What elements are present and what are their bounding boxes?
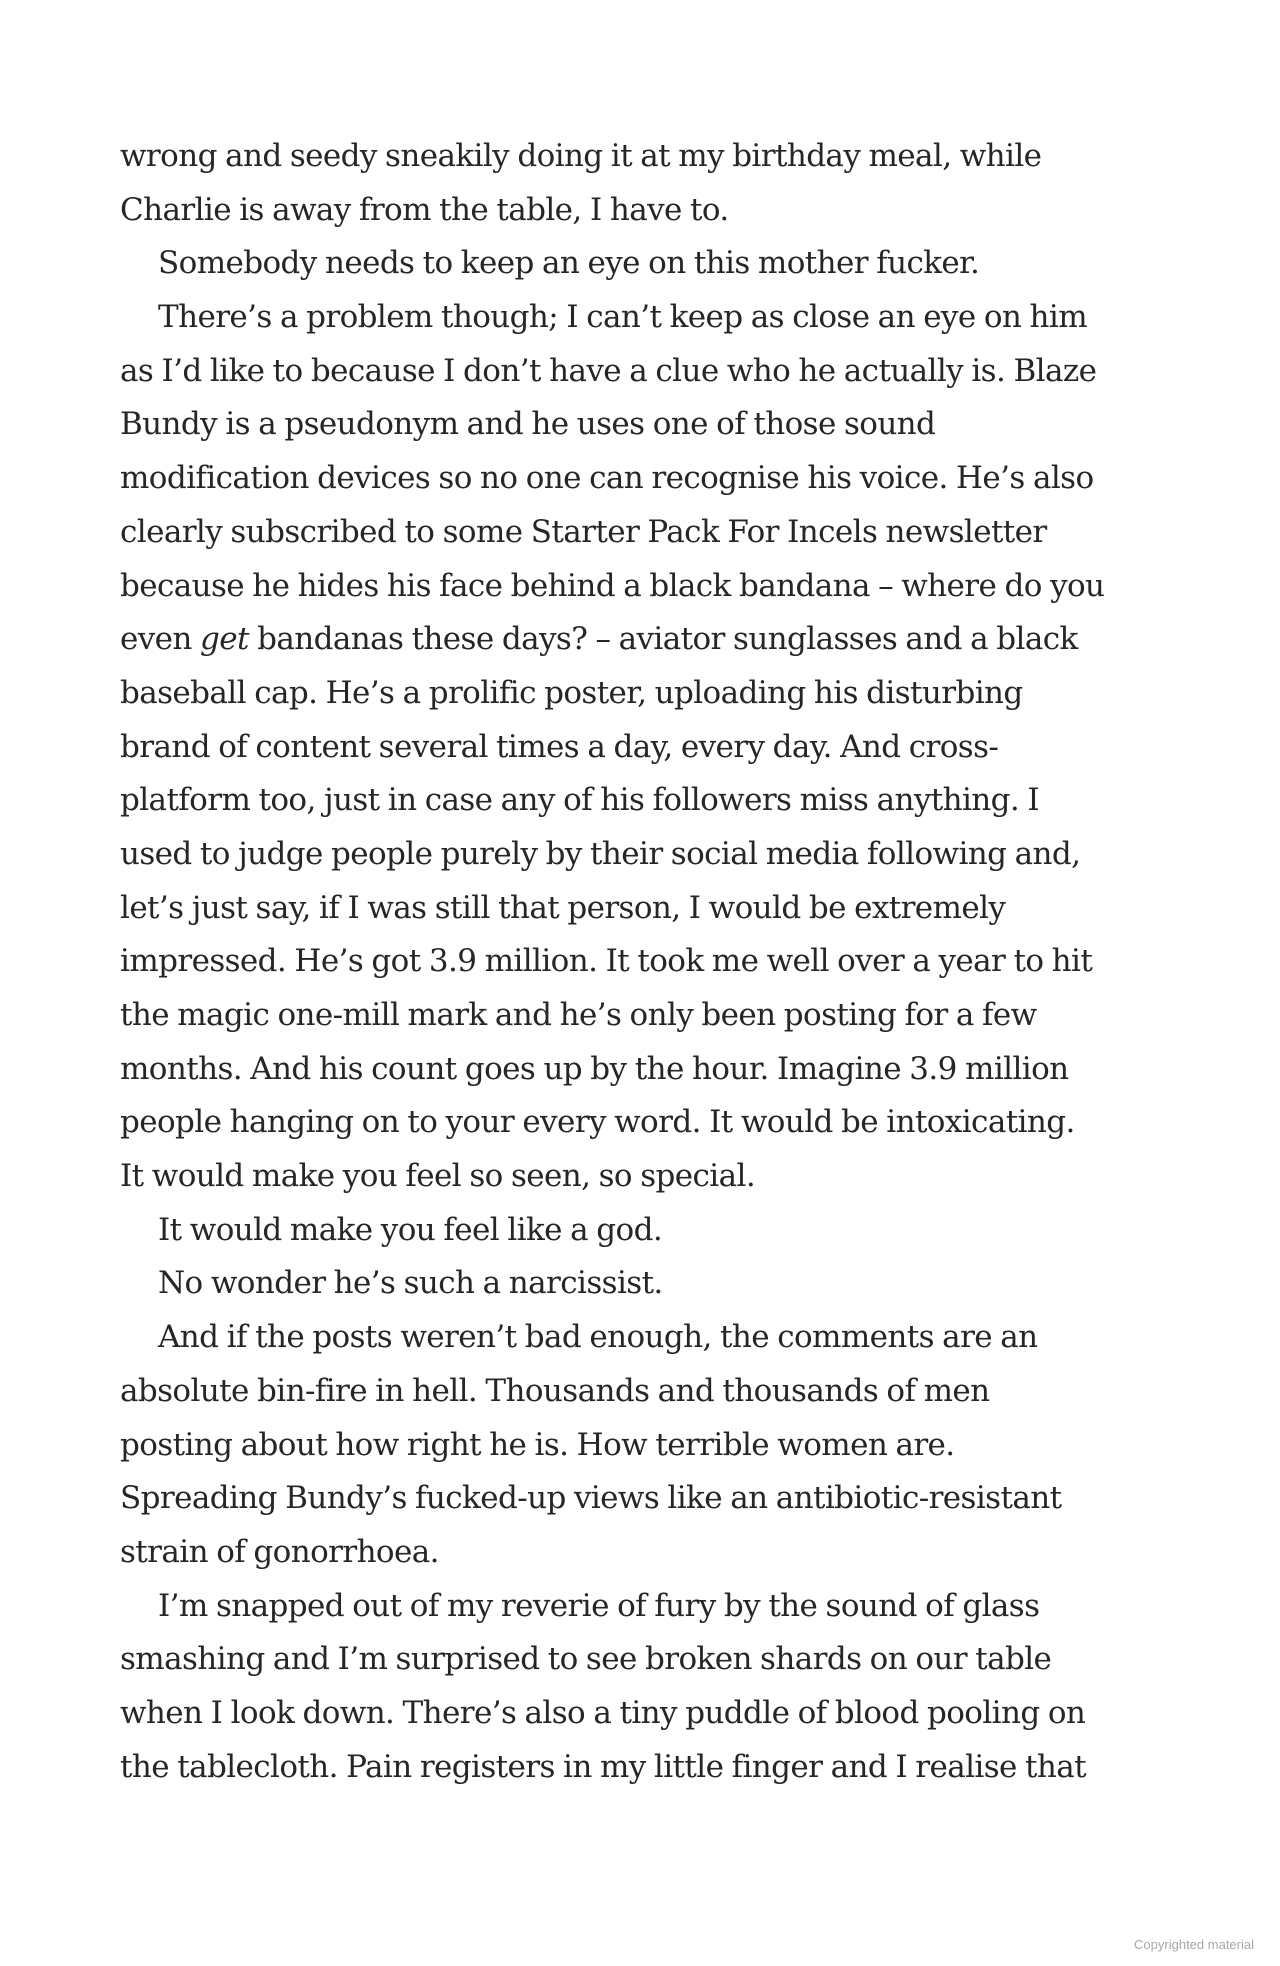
text-line: I’m snapped out of my reverie of fury by the sound of glass [158,1587,1040,1624]
text-line [120,613,1170,667]
text-line: people hanging on to your every word. It would be intoxicating. [120,1104,1075,1141]
text-line: posting about how right he is. How terrible women are. [120,1426,955,1463]
text-segment: bandanas these days? – aviator sunglasses and a black [248,621,1078,658]
text-line: Somebody needs to keep an eye on this mother fucker. [158,245,980,282]
copyright-notice: Copyrighted material [1134,1937,1254,1952]
text-line: modification devices so no one can recognise his voice. He’s also [120,460,1094,497]
text-line: clearly subscribed to some Starter Pack For Incels newsletter [120,513,1047,550]
text-line: strain of gonorrhoea. [120,1533,439,1570]
text-line: Bundy is a pseudonym and he uses one of those sound [120,406,936,443]
text-line: platform too, just in case any of his followers miss anything. I [120,782,1040,819]
text-line: absolute bin-fire in hell. Thousands and thousands of men [120,1372,990,1409]
text-line: And if the posts weren’t bad enough, the comments are an [158,1319,1038,1356]
text-line: Charlie is away from the table, I have to. [120,191,729,228]
text-line: used to judge people purely by their social media following and, [120,835,1081,872]
text-line: months. And his count goes up by the hour. Imagine 3.9 million [120,1050,1069,1087]
text-line: smashing and I’m surprised to see broken shards on our table [120,1641,1052,1678]
text-line: brand of content several times a day, every day. And cross- [120,728,999,765]
text-line: the tablecloth. Pain registers in my little finger and I realise that [120,1748,1086,1785]
text-segment: even [120,621,201,658]
text-line: There’s a problem though; I can’t keep as close an eye on him [158,299,1088,336]
text-line: baseball cap. He’s a prolific poster, uploading his disturbing [120,674,1023,711]
text-line: as I’d like to because I don’t have a clue who he actually is. Blaze [120,352,1097,389]
text-line: the magic one-mill mark and he’s only been posting for a few [120,997,1037,1033]
italic-word: get [200,621,249,658]
text-line: because he hides his face behind a black bandana – where do you [120,567,1105,604]
text-line: Spreading Bundy’s fucked-up views like an antibiotic-resistant [120,1480,1062,1517]
text-line: when I look down. There’s also a tiny puddle of blood pooling on [120,1694,1086,1731]
text-line: It would make you feel like a god. [158,1211,663,1248]
text-line: let’s just say, if I was still that person, I would be extremely [120,889,1006,926]
text-line: No wonder he’s such a narcissist. [158,1265,663,1302]
text-line: It would make you feel so seen, so special. [120,1158,756,1195]
text-line: wrong and seedy sneakily doing it at my birthday meal, while [120,138,1042,174]
text-line: impressed. He’s got 3.9 million. It took me well over a year to hit [120,943,1093,980]
body-text [120,130,1170,1794]
